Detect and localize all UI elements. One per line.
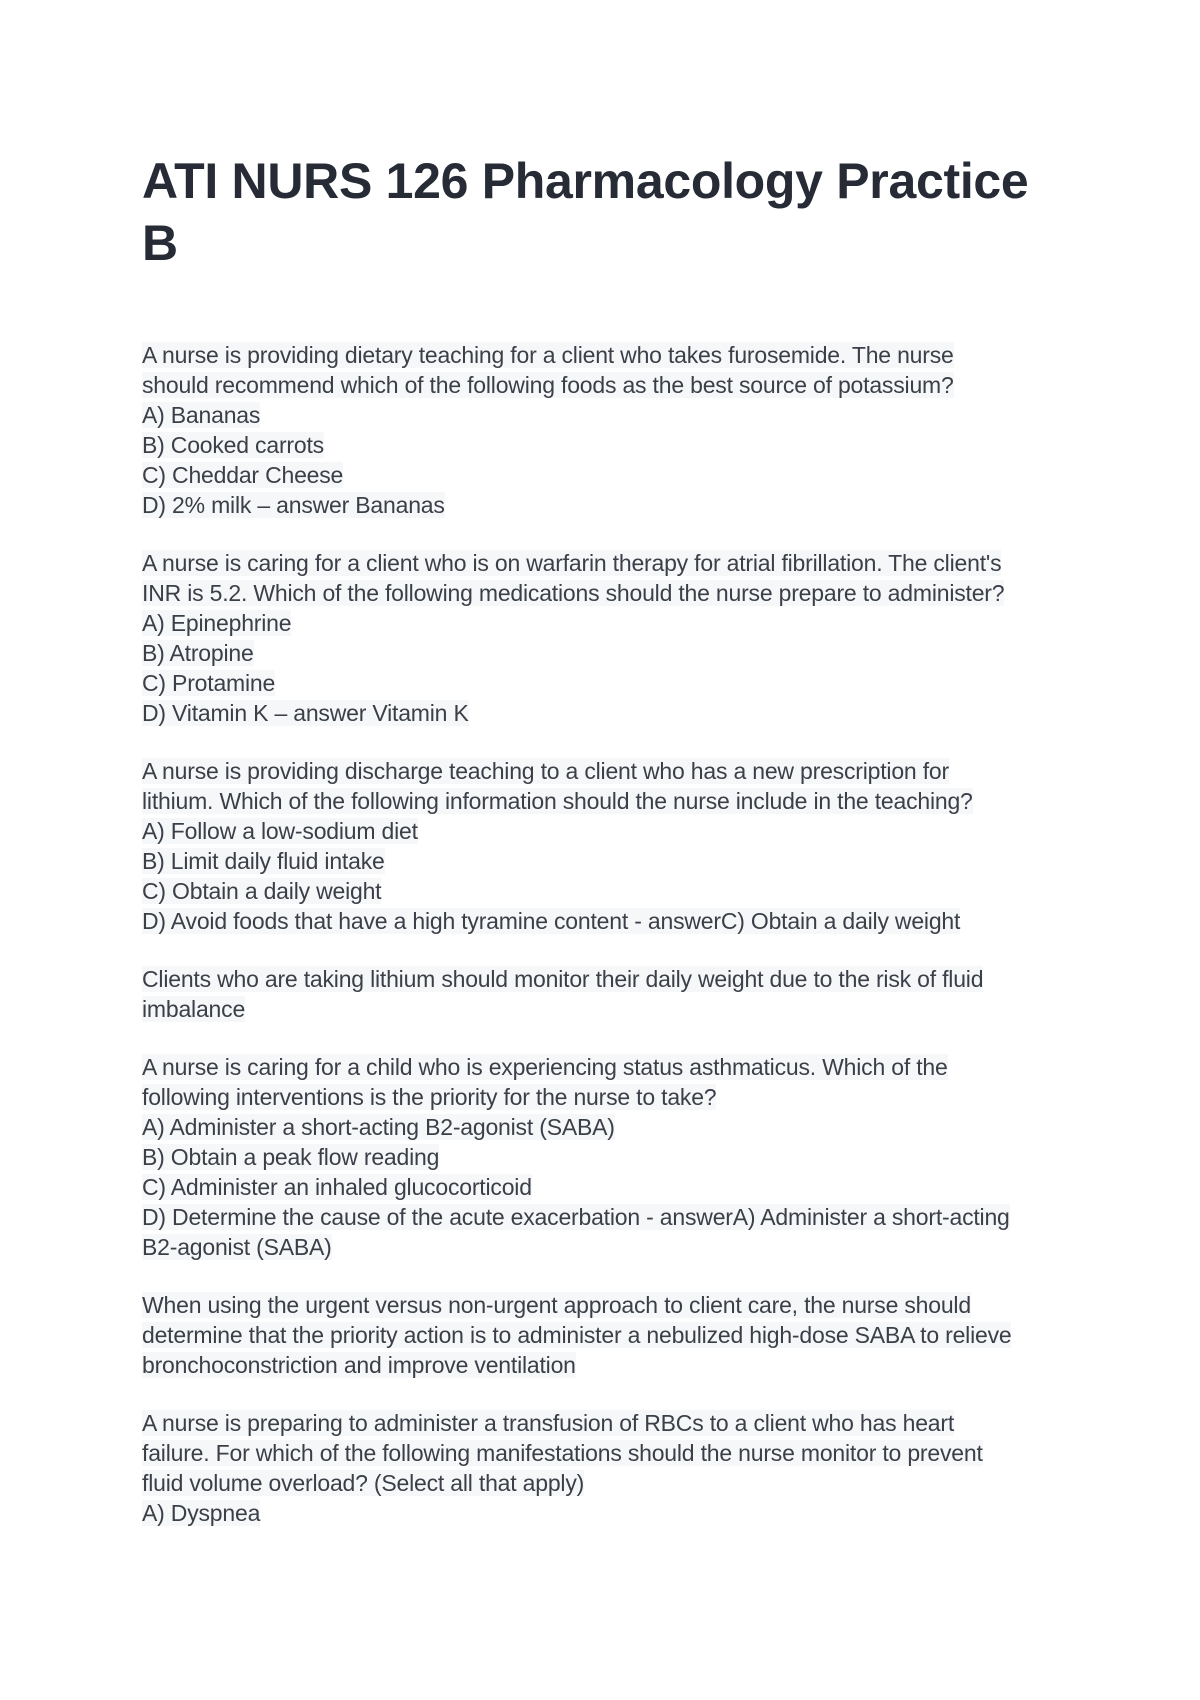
text-line-content: Clients who are taking lithium should monitor their daily weight due to the risk of fluid bbox=[142, 966, 984, 992]
text-line-content: A nurse is providing dietary teaching for a client who takes furosemide. The nurse bbox=[142, 342, 954, 368]
text-line-content: A) Dyspnea bbox=[142, 1500, 261, 1526]
text-line bbox=[142, 460, 1062, 490]
text-block bbox=[142, 1290, 1062, 1380]
text-line bbox=[142, 638, 1062, 668]
text-line bbox=[142, 490, 1062, 520]
text-line-content: C) Administer an inhaled glucocorticoid bbox=[142, 1174, 532, 1200]
text-line bbox=[142, 906, 1062, 936]
text-line bbox=[142, 668, 1062, 698]
text-line bbox=[142, 1142, 1062, 1172]
text-line bbox=[142, 786, 1062, 816]
text-block bbox=[142, 340, 1062, 520]
text-line bbox=[142, 1112, 1062, 1142]
text-line-content: D) 2% milk – answer Bananas bbox=[142, 492, 445, 518]
text-line-content: C) Obtain a daily weight bbox=[142, 878, 382, 904]
text-line bbox=[142, 430, 1062, 460]
text-block bbox=[142, 548, 1062, 728]
text-line bbox=[142, 698, 1062, 728]
text-line bbox=[142, 1350, 1062, 1380]
text-line-content: A) Bananas bbox=[142, 402, 261, 428]
text-line bbox=[142, 370, 1062, 400]
text-line-content: D) Determine the cause of the acute exacerbation - answerA) Administer a short-acting bbox=[142, 1204, 1010, 1230]
text-line bbox=[142, 1172, 1062, 1202]
text-line-content: A nurse is preparing to administer a transfusion of RBCs to a client who has heart bbox=[142, 1410, 955, 1436]
text-line-content: C) Cheddar Cheese bbox=[142, 462, 344, 488]
text-line-content: failure. For which of the following manifestations should the nurse monitor to prevent bbox=[142, 1440, 983, 1466]
text-line-content: A) Administer a short-acting B2-agonist (SABA) bbox=[142, 1114, 615, 1140]
text-line bbox=[142, 400, 1062, 430]
text-line-content: A nurse is caring for a child who is experiencing status asthmaticus. Which of the bbox=[142, 1054, 948, 1080]
text-line-content: B) Cooked carrots bbox=[142, 432, 324, 458]
text-line bbox=[142, 846, 1062, 876]
text-line bbox=[142, 1202, 1062, 1232]
document-page bbox=[142, 150, 1062, 1556]
text-line-content: INR is 5.2. Which of the following medications should the nurse prepare to administer? bbox=[142, 580, 1005, 606]
text-line bbox=[142, 964, 1062, 994]
text-line-content: When using the urgent versus non-urgent approach to client care, the nurse should bbox=[142, 1292, 971, 1318]
text-line bbox=[142, 1438, 1062, 1468]
text-line bbox=[142, 1052, 1062, 1082]
text-line-content: A nurse is caring for a client who is on warfarin therapy for atrial fibrillation. The client's bbox=[142, 550, 1002, 576]
text-block bbox=[142, 964, 1062, 1024]
text-line-content: should recommend which of the following foods as the best source of potassium? bbox=[142, 372, 954, 398]
text-line-content: lithium. Which of the following information should the nurse include in the teaching? bbox=[142, 788, 973, 814]
text-line-content: determine that the priority action is to administer a nebulized high-dose SABA to relieve bbox=[142, 1322, 1012, 1348]
text-line-content: imbalance bbox=[142, 996, 246, 1022]
text-line bbox=[142, 340, 1062, 370]
title-line: ATI NURS 126 Pharmacology Practice bbox=[142, 153, 1029, 209]
text-line bbox=[142, 578, 1062, 608]
text-line-content: B) Limit daily fluid intake bbox=[142, 848, 385, 874]
text-line-content: B) Obtain a peak flow reading bbox=[142, 1144, 440, 1170]
document-title bbox=[142, 150, 1062, 274]
text-line bbox=[142, 994, 1062, 1024]
text-line-content: D) Vitamin K – answer Vitamin K bbox=[142, 700, 469, 726]
text-line-content: bronchoconstriction and improve ventilation bbox=[142, 1352, 576, 1378]
text-line bbox=[142, 1232, 1062, 1262]
text-line bbox=[142, 756, 1062, 786]
text-line-content: B2-agonist (SABA) bbox=[142, 1234, 332, 1260]
text-line bbox=[142, 608, 1062, 638]
text-line-content: A) Epinephrine bbox=[142, 610, 292, 636]
text-line bbox=[142, 876, 1062, 906]
text-line bbox=[142, 816, 1062, 846]
text-line bbox=[142, 1082, 1062, 1112]
text-line-content: fluid volume overload? (Select all that apply) bbox=[142, 1470, 585, 1496]
question-list bbox=[142, 340, 1062, 1528]
text-line-content: C) Protamine bbox=[142, 670, 276, 696]
text-line bbox=[142, 548, 1062, 578]
text-line-content: A nurse is providing discharge teaching to a client who has a new prescription for bbox=[142, 758, 949, 784]
text-line bbox=[142, 1468, 1062, 1498]
text-line-content: D) Avoid foods that have a high tyramine content - answerC) Obtain a daily weight bbox=[142, 908, 961, 934]
text-block bbox=[142, 1052, 1062, 1262]
text-line-content: B) Atropine bbox=[142, 640, 254, 666]
text-line bbox=[142, 1498, 1062, 1528]
text-line bbox=[142, 1408, 1062, 1438]
text-line bbox=[142, 1320, 1062, 1350]
text-line-content: A) Follow a low-sodium diet bbox=[142, 818, 418, 844]
text-line-content: following interventions is the priority for the nurse to take? bbox=[142, 1084, 717, 1110]
text-line bbox=[142, 1290, 1062, 1320]
text-block bbox=[142, 756, 1062, 936]
text-block bbox=[142, 1408, 1062, 1528]
title-line: B bbox=[142, 215, 178, 271]
